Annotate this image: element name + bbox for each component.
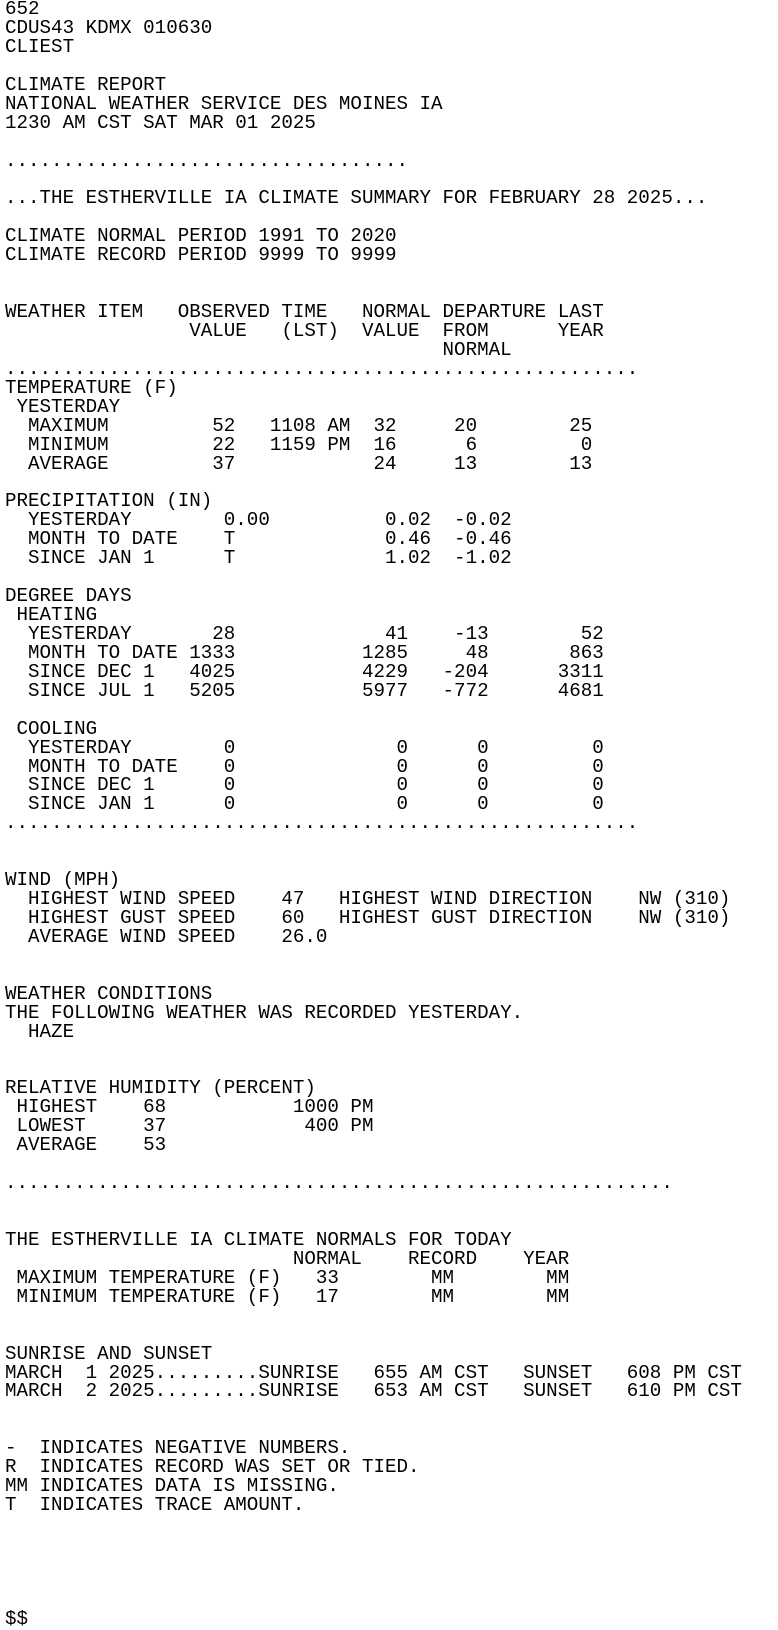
report-line: MONTH TO DATE 0 0 0 0 — [5, 755, 604, 778]
report-line: MONTH TO DATE 1333 1285 48 863 — [5, 641, 604, 664]
report-line: THE ESTHERVILLE IA CLIMATE NORMALS FOR TODAY — [5, 1228, 512, 1251]
report-line: ................................... — [5, 149, 409, 172]
report-line — [5, 57, 778, 76]
report-line — [5, 1193, 778, 1212]
report-line — [5, 1572, 778, 1591]
report-line: VALUE (LST) VALUE FROM YEAR — [5, 319, 604, 342]
report-line: YESTERDAY 0 0 0 0 — [5, 736, 604, 759]
report-line: YESTERDAY — [5, 395, 121, 418]
report-line: CLIMATE NORMAL PERIOD 1991 TO 2020 — [5, 225, 397, 248]
report-line: AVERAGE 53 — [5, 1134, 167, 1157]
report-line: NORMAL — [5, 338, 512, 361]
report-line: HIGHEST 68 1000 PM — [5, 1096, 374, 1119]
report-line: MONTH TO DATE T 0.46 -0.46 — [5, 528, 512, 551]
report-line: CLIEST — [5, 35, 75, 58]
report-line: WEATHER ITEM OBSERVED TIME NORMAL DEPARTURE LAST — [5, 301, 604, 323]
report-line: CLIMATE RECORD PERIOD 9999 TO 9999 — [5, 244, 397, 267]
report-line — [5, 852, 778, 871]
report-line — [5, 966, 778, 985]
report-line: PRECIPITATION (IN) — [5, 490, 213, 513]
report-line: SINCE DEC 1 4025 4229 -204 3311 — [5, 660, 604, 683]
report-line — [5, 133, 778, 152]
report-line: HIGHEST GUST SPEED 60 HIGHEST GUST DIRECTION NW (310) — [5, 907, 731, 929]
report-line — [5, 1401, 778, 1420]
report-line: SUNRISE AND SUNSET — [5, 1342, 213, 1365]
report-line: MAXIMUM TEMPERATURE (F) 33 MM MM — [5, 1266, 570, 1289]
report-line: YESTERDAY 0.00 0.02 -0.02 — [5, 509, 512, 532]
report-line: WEATHER CONDITIONS — [5, 982, 213, 1005]
report-line — [5, 701, 778, 720]
report-line — [5, 833, 778, 852]
report-line: .......................................................... — [5, 1172, 673, 1195]
report-line — [5, 1326, 778, 1345]
report-line — [5, 1515, 778, 1534]
report-line: SINCE JUL 1 5205 5977 -772 4681 — [5, 679, 604, 702]
report-line — [5, 265, 778, 284]
report-line: $$ — [5, 1607, 29, 1630]
report-line: SINCE DEC 1 0 0 0 0 — [5, 774, 604, 797]
report-line: THE FOLLOWING WEATHER WAS RECORDED YESTERDAY. — [5, 1001, 524, 1024]
report-line: R INDICATES RECORD WAS SET OR TIED. — [5, 1456, 420, 1479]
report-line: CLIMATE REPORT — [5, 73, 167, 96]
report-line — [5, 1553, 778, 1572]
report-line: TEMPERATURE (F) — [5, 376, 178, 399]
report-line: DEGREE DAYS — [5, 585, 132, 608]
report-line: MARCH 1 2025.........SUNRISE 655 AM CST SUNSET 608 PM CST — [5, 1361, 742, 1384]
report-line: MM INDICATES DATA IS MISSING. — [5, 1475, 339, 1498]
report-line: LOWEST 37 400 PM — [5, 1115, 374, 1138]
report-line: T INDICATES TRACE AMOUNT. — [5, 1494, 305, 1517]
report-line: NATIONAL WEATHER SERVICE DES MOINES IA — [5, 92, 443, 115]
report-line: CDUS43 KDMX 010630 — [5, 16, 213, 39]
report-line: MAXIMUM 52 1108 AM 32 20 25 — [5, 414, 593, 437]
report-line — [5, 1042, 778, 1061]
report-line: COOLING — [5, 717, 98, 740]
report-line — [5, 1534, 778, 1553]
report-line: AVERAGE WIND SPEED 26.0 — [5, 925, 328, 948]
report-line: MINIMUM 22 1159 PM 16 6 0 — [5, 433, 593, 456]
report-line: SINCE JAN 1 T 1.02 -1.02 — [5, 547, 512, 570]
report-line: MINIMUM TEMPERATURE (F) 17 MM MM — [5, 1285, 570, 1308]
report-line — [5, 1307, 778, 1326]
report-line: - INDICATES NEGATIVE NUMBERS. — [5, 1437, 351, 1460]
report-line: 1230 AM CST SAT MAR 01 2025 — [5, 111, 316, 134]
report-line — [5, 947, 778, 966]
report-line: ....................................................... — [5, 357, 639, 380]
report-line: YESTERDAY 28 41 -13 52 — [5, 622, 604, 645]
report-line: HEATING — [5, 604, 98, 626]
report-line: ....................................................... — [5, 812, 639, 835]
report-line: WIND (MPH) — [5, 869, 121, 892]
report-line: AVERAGE 37 24 13 13 — [5, 452, 593, 475]
report-line: RELATIVE HUMIDITY (PERCENT) — [5, 1077, 316, 1100]
report-line: NORMAL RECORD YEAR — [5, 1247, 570, 1270]
report-line: MARCH 2 2025.........SUNRISE 653 AM CST SUNSET 610 PM CST — [5, 1380, 742, 1403]
report-line: ...THE ESTHERVILLE IA CLIMATE SUMMARY FOR FEBRUARY 28 2025... — [5, 187, 708, 210]
report-line: 652 — [5, 0, 40, 20]
report-line: HAZE — [5, 1020, 75, 1043]
report-line: HIGHEST WIND SPEED 47 HIGHEST WIND DIRECTION NW (310) — [5, 888, 731, 911]
report-line: SINCE JAN 1 0 0 0 0 — [5, 793, 604, 816]
report-line — [5, 1591, 778, 1610]
